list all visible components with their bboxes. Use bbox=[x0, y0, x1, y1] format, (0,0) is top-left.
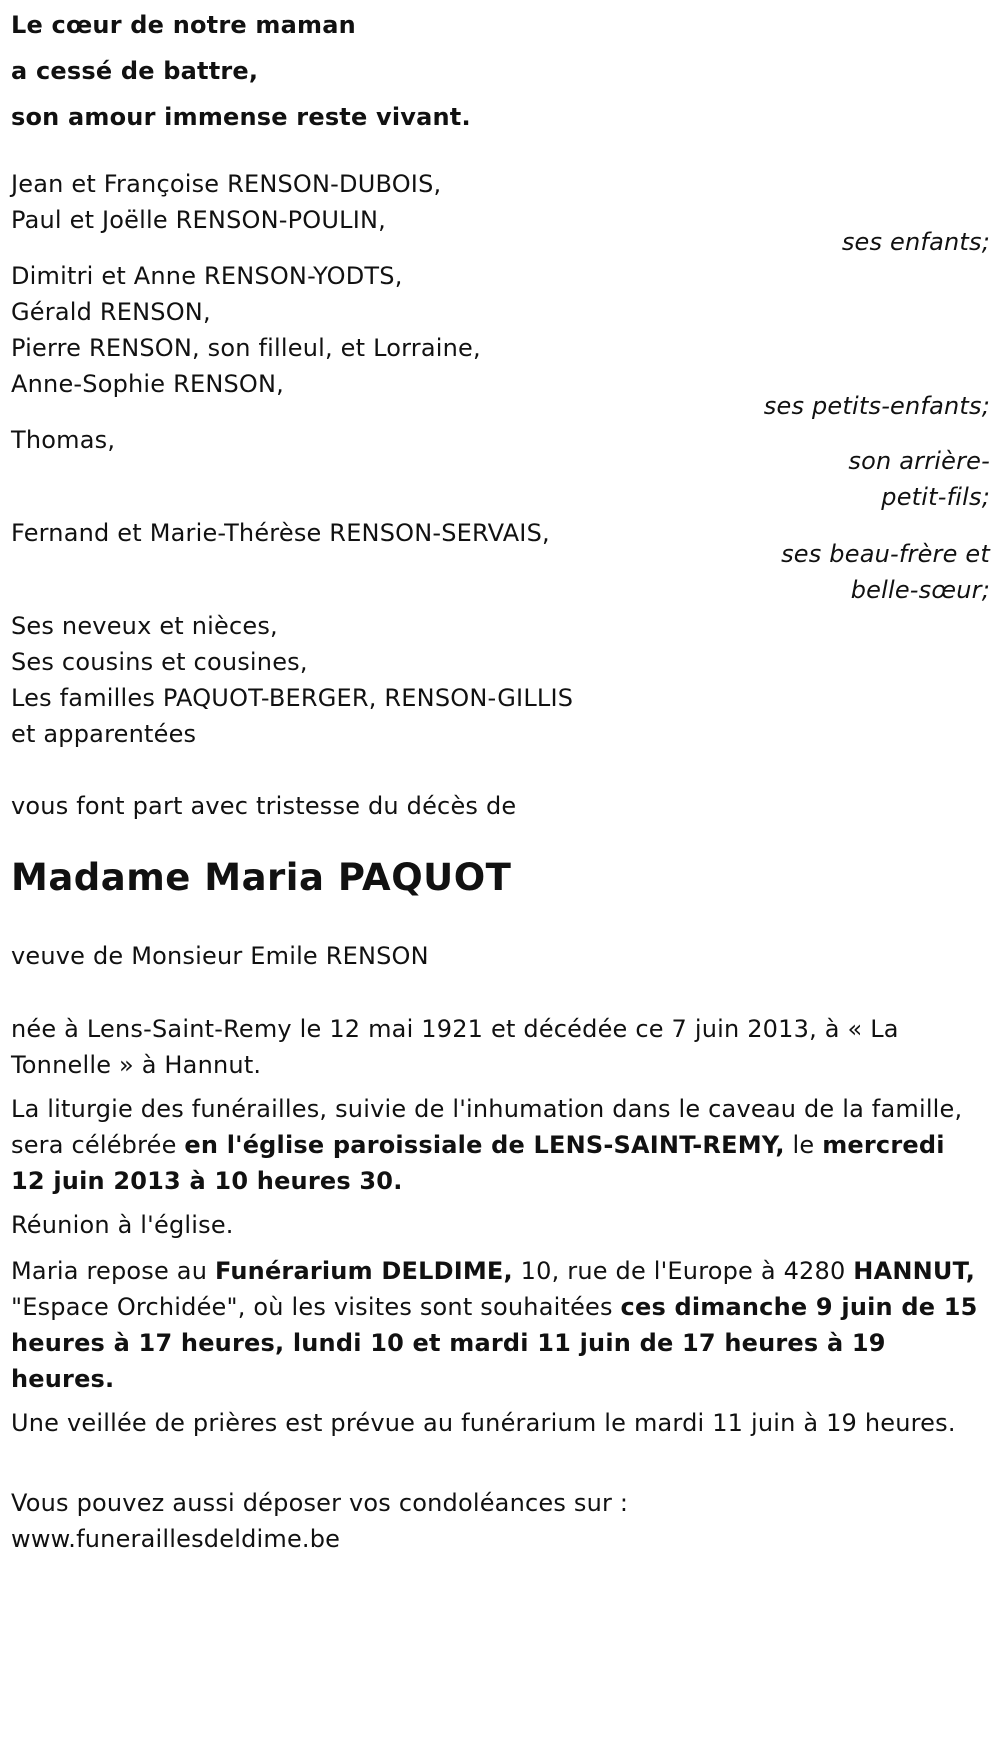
in-laws-role bbox=[781, 536, 990, 608]
relatives-line: Les familles PAQUOT-BERGER, RENSON-GILLIS bbox=[11, 684, 574, 712]
relatives-line: Ses neveux et nièces, bbox=[11, 612, 278, 640]
great-grandchild-role-line-1: son arrière- bbox=[848, 447, 990, 475]
birth-death-paragraph: née à Lens-Saint-Remy le 12 mai 1921 et décédée ce 7 juin 2013, à « La Tonnelle » à Hannut. bbox=[11, 1015, 899, 1079]
funerarium-text-2: 10, rue de l'Europe à 4280 bbox=[512, 1257, 854, 1285]
funerarium-name: Funérarium DELDIME, bbox=[214, 1257, 513, 1285]
grandchildren-names bbox=[11, 258, 991, 402]
relatives-line: et apparentées bbox=[11, 720, 197, 748]
condolences-block bbox=[11, 1485, 986, 1557]
in-laws-role-line-2: belle-sœur; bbox=[850, 576, 990, 604]
deceased-name: Madame Maria PAQUOT bbox=[11, 856, 512, 899]
liturgy-paragraph bbox=[11, 1091, 986, 1199]
intro-line-3: son amour immense reste vivant. bbox=[11, 103, 471, 131]
other-relatives bbox=[11, 608, 991, 752]
children-role: ses enfants; bbox=[841, 228, 990, 256]
grandchild-name: Gérald RENSON, bbox=[11, 298, 211, 326]
grandchildren-role: ses petits-enfants; bbox=[763, 392, 990, 420]
condolences-text: Vous pouvez aussi déposer vos condoléances sur : bbox=[11, 1489, 629, 1517]
vigil-paragraph: Une veillée de prières est prévue au funérarium le mardi 11 juin à 19 heures. bbox=[11, 1409, 956, 1437]
great-grandchild-name-block bbox=[11, 422, 991, 458]
grandchild-name: Anne-Sophie RENSON, bbox=[11, 370, 284, 398]
in-laws-role-line-1: ses beau-frère et bbox=[781, 540, 990, 568]
child-name: Paul et Joëlle RENSON-POULIN, bbox=[11, 206, 386, 234]
liturgy-text-2: le bbox=[784, 1131, 823, 1159]
great-grandchild-role-line-2: petit-fils; bbox=[881, 483, 990, 511]
widow-of: veuve de Monsieur Emile RENSON bbox=[11, 942, 429, 970]
great-grandchild-name: Thomas, bbox=[11, 426, 116, 454]
liturgy-date: mercredi 12 juin 2013 à 10 heures 30. bbox=[11, 1131, 945, 1195]
intro-line-2: a cessé de battre, bbox=[11, 57, 259, 85]
intro-line-1: Le cœur de notre maman bbox=[11, 11, 356, 39]
child-name: Jean et Françoise RENSON-DUBOIS, bbox=[11, 170, 442, 198]
funerarium-city: HANNUT, bbox=[853, 1257, 976, 1285]
in-laws-name: Fernand et Marie-Thérèse RENSON-SERVAIS, bbox=[11, 519, 550, 547]
liturgy-text-1: La liturgie des funérailles, suivie de l'inhumation dans le caveau de la famille, sera célébrée bbox=[11, 1095, 963, 1159]
funerarium-text-1: Maria repose au bbox=[11, 1257, 215, 1285]
funerarium-paragraph bbox=[11, 1253, 986, 1397]
great-grandchild-role bbox=[848, 443, 990, 515]
intro-verse bbox=[11, 2, 991, 140]
grandchild-name: Pierre RENSON, son filleul, et Lorraine, bbox=[11, 334, 481, 362]
announcement-block bbox=[11, 788, 991, 824]
condolences-link[interactable]: www.funeraillesdeldime.be bbox=[11, 1525, 341, 1553]
grandchild-name: Dimitri et Anne RENSON-YODTS, bbox=[11, 262, 403, 290]
visiting-hours: ces dimanche 9 juin de 15 heures à 17 heures, lundi 10 et mardi 11 juin de 17 heures à 19 heures. bbox=[11, 1293, 978, 1393]
funerarium-text-3: "Espace Orchidée", où les visites sont souhaitées bbox=[11, 1293, 621, 1321]
meeting-paragraph: Réunion à l'église. bbox=[11, 1211, 234, 1239]
widow-of-block bbox=[11, 938, 991, 974]
announcement: vous font part avec tristesse du décès de bbox=[11, 792, 517, 820]
liturgy-church: en l'église paroissiale de LENS-SAINT-REMY, bbox=[184, 1131, 785, 1159]
relatives-line: Ses cousins et cousines, bbox=[11, 648, 308, 676]
